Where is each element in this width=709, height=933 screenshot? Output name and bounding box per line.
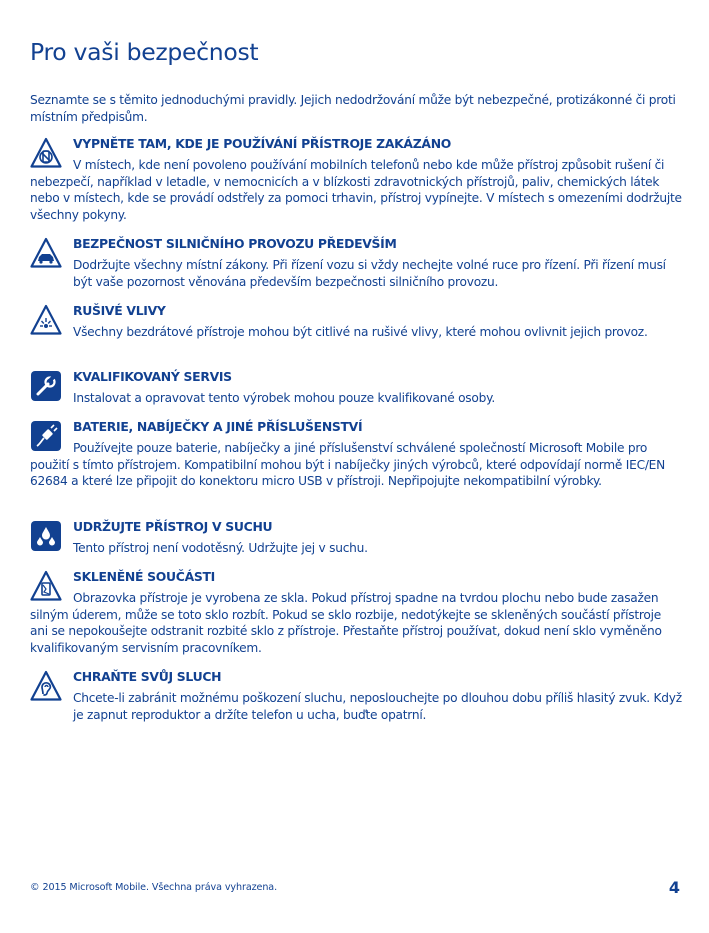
page-title: Pro vaši bezpečnost [30,38,259,66]
glass-warning-icon [30,570,62,602]
safety-section-accessories [30,418,682,490]
section-heading: BATERIE, NABÍJEČKY A JINÉ PŘÍSLUŠENSTVÍ [73,419,363,434]
section-heading: UDRŽUJTE PŘÍSTROJ V SUCHU [73,519,273,534]
wrench-icon [30,370,62,402]
section-text: Používejte pouze baterie, nabíječky a jiné příslušenství schválené společností Microsoft Mobile pro použití s tímto přístrojem. Kompatibilní mohou být i nabíječky jiných výrobců, které odpovídají normě IEC/EN 62684 a které lze připojit do konektoru micro USB v přístroji. Nepřipojujte nekompatibilní výrobky. [30,441,666,489]
section-text: Tento přístroj není vodotěsný. Udržujte jej v suchu. [73,541,368,555]
section-text: V místech, kde není povoleno používání mobilních telefonů nebo kde může přístroj způsobit rušení či nebezpečí, například v letadle, v nemocnicích a v blízkosti zdravotnických přístrojů, paliv, chemických látek nebo v místech, kde se provádí odstřely za pomoci trhavin, přístroj vypínejte. V místech s omezeními dodržujte všechny pokyny. [30,158,682,223]
safety-section-road [30,235,682,290]
phone-prohibited-icon [30,137,62,169]
copyright-footer: © 2015 Microsoft Mobile. Všechna práva vyhrazena. [30,882,278,893]
safety-section-hearing [30,668,682,723]
section-heading: SKLENĚNÉ SOUČÁSTI [73,569,215,584]
plug-icon [30,420,62,452]
section-text: Obrazovka přístroje je vyrobena ze skla. Pokud přístroj spadne na tvrdou plochu nebo bude zasažen silným úderem, může se toto sklo rozbít. Pokud se sklo rozbije, nedotýkejte se skleněných součástí přístroje ani se nepokoušejte odstranit rozbité sklo z přístroje. Přestaňte přístroj používat, dokud není sklo vyměněno kvalifikovaným servisním pracovníkem. [30,591,662,656]
page-number: 4 [668,878,680,897]
section-heading: KVALIFIKOVANÝ SERVIS [73,369,232,384]
section-heading: CHRAŇTE SVŮJ SLUCH [73,669,222,684]
hearing-warning-icon [30,670,62,702]
section-text: Dodržujte všechny místní zákony. Při řízení vozu si vždy nechejte volné ruce pro řízení. Při řízení musí být vaše pozornost věnována především bezpečnosti silničního provozu. [73,258,666,289]
intro-text: Seznamte se s těmito jednoduchými pravidly. Jejich nedodržování může být nebezpečné, protizákonné či proti místním předpisům. [30,93,676,124]
interference-warning-icon [30,304,62,336]
section-heading: BEZPEČNOST SILNIČNÍHO PROVOZU PŘEDEVŠÍM [73,236,397,251]
section-text: Chcete-li zabránit možnému poškození sluchu, neposlouchejte po dlouhou dobu příliš hlasitý zvuk. Když je zapnut reproduktor a držíte telefon u ucha, buďte opatrní. [73,691,682,722]
safety-section-interference [30,302,682,341]
safety-section-glass [30,568,682,657]
safety-section-dry [30,518,682,557]
car-warning-icon [30,237,62,269]
water-drops-icon [30,520,62,552]
safety-section-switch-off [30,135,682,224]
section-text: Instalovat a opravovat tento výrobek mohou pouze kvalifikované osoby. [73,391,495,405]
safety-section-service [30,368,682,407]
section-heading: RUŠIVÉ VLIVY [73,303,166,318]
section-heading: VYPNĚTE TAM, KDE JE POUŽÍVÁNÍ PŘÍSTROJE ZAKÁZÁNO [73,136,452,151]
section-text: Všechny bezdrátové přístroje mohou být citlivé na rušivé vlivy, které mohou ovlivnit jejich provoz. [73,325,648,339]
